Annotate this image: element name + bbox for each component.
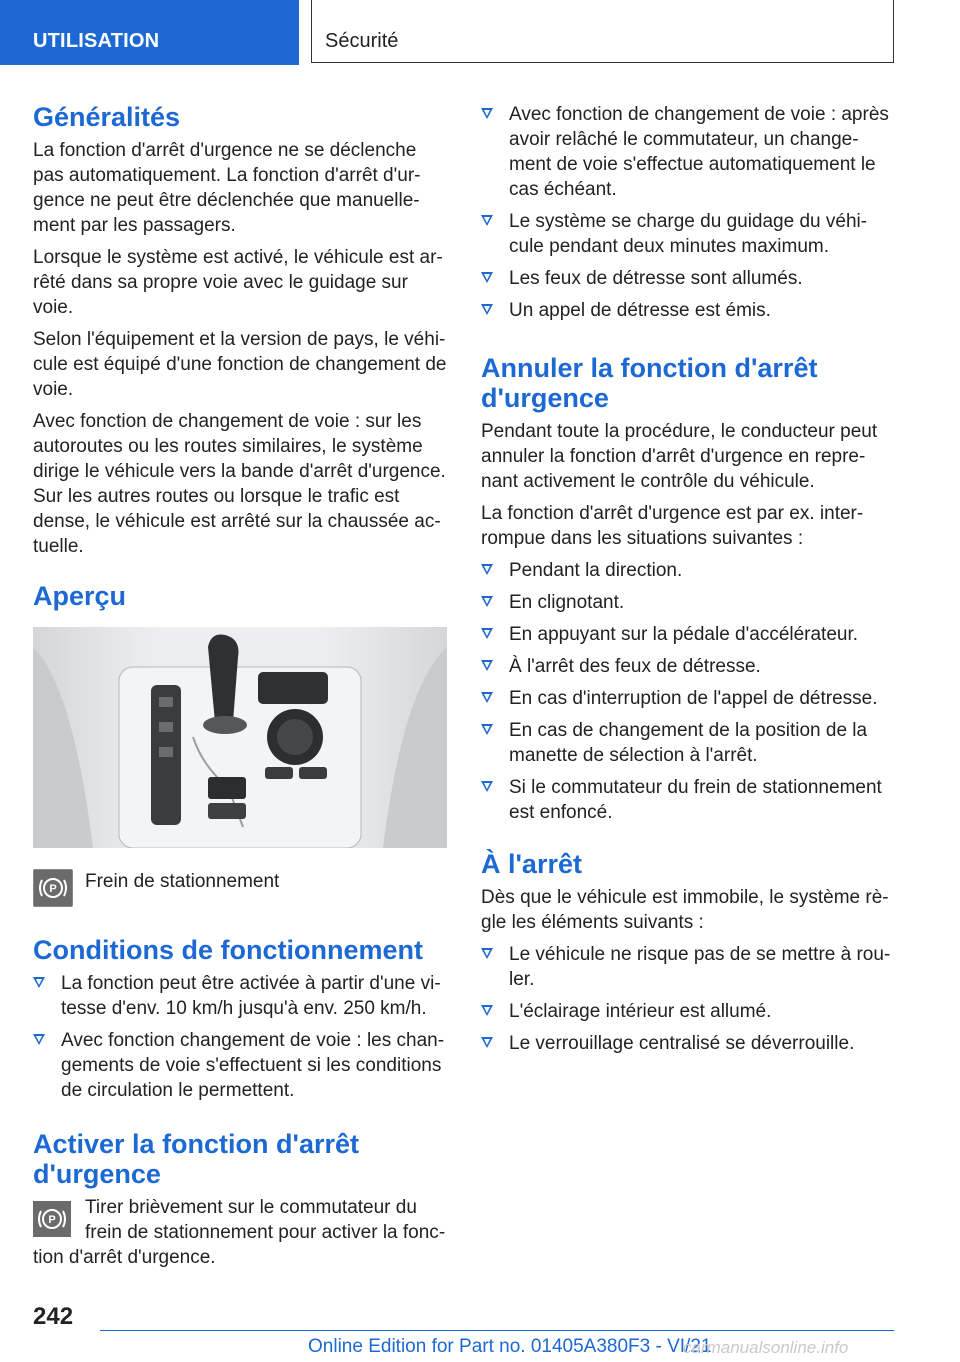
icon-legend <box>33 867 447 907</box>
heading-annuler: Annuler la fonction d'arrêt d'urgence <box>481 353 818 413</box>
bullet-triangle-icon <box>481 692 493 703</box>
edition-label: Online Edition for Part no. 01405A380F3 - VI/21 <box>308 1336 712 1357</box>
bullet-triangle-icon <box>481 781 493 792</box>
section-header <box>311 0 894 63</box>
list-item: En cas d'interruption de l'appel de détresse. <box>481 686 893 711</box>
list-item: Si le commutateur du frein de stationnement est enfoncé. <box>481 775 893 825</box>
list-item: Les feux de détresse sont allumés. <box>481 266 893 291</box>
bullet-triangle-icon <box>481 660 493 671</box>
list-item: En cas de changement de la position de la manette de sélection à l'arrêt. <box>481 718 893 768</box>
svg-text:P: P <box>48 1214 56 1226</box>
activation-effects-list <box>481 102 893 323</box>
paragraph: La fonction d'arrêt d'urgence est par ex. interrompue dans les situations suivantes : <box>481 503 864 549</box>
parking-brake-icon <box>33 869 73 907</box>
list-item: Le verrouillage centralisé se déverrouille. <box>481 1031 893 1056</box>
paragraph: Selon l'équipement et la version de pays, le véhicule est équipé d'une fonction de changement de voie. <box>33 329 447 400</box>
section-title: Sécurité <box>325 30 399 52</box>
heading-arret: À l'arrêt <box>481 849 582 879</box>
bullet-triangle-icon <box>481 724 493 735</box>
bullet-triangle-icon <box>481 948 493 959</box>
list-item: En appuyant sur la pédale d'accélérateur. <box>481 622 893 647</box>
heading-generalites: Généralités <box>33 102 181 132</box>
bullet-triangle-icon <box>481 596 493 607</box>
heading-conditions: Conditions de fonctionnement <box>33 935 423 965</box>
activation-instruction <box>33 1195 447 1270</box>
center-console-photo <box>33 627 447 848</box>
paragraph: Dès que le véhicule est immobile, le système règle les éléments suivants : <box>481 887 889 933</box>
list-item: Le système se charge du guidage du véhicule pendant deux minutes maximum. <box>481 209 893 259</box>
bullet-triangle-icon <box>481 272 493 283</box>
list-item: Avec fonction changement de voie : les changements de voie s'effectuent si les conditions de circulation le permettent. <box>33 1028 447 1103</box>
paragraph: Pendant toute la procédure, le conducteur peut annuler la fonction d'arrêt d'urgence en reprenant activement le contrôle du véhicule. <box>481 421 878 492</box>
svg-text:P: P <box>49 883 57 895</box>
chapter-tab <box>0 0 299 65</box>
bullet-triangle-icon <box>481 564 493 575</box>
footer-divider <box>100 1330 894 1331</box>
list-item: Le véhicule ne risque pas de se mettre à rouler. <box>481 942 893 992</box>
activation-text: Tirer brièvement sur le commutateur du frein de stationnement pour activer la fonction d'arrêt d'urgence. <box>33 1197 446 1268</box>
heading-activer: Activer la fonction d'arrêt d'urgence <box>33 1129 359 1189</box>
list-item: Pendant la direction. <box>481 558 893 583</box>
bullet-triangle-icon <box>481 108 493 119</box>
icon-caption: Frein de stationnement <box>85 871 280 892</box>
bullet-triangle-icon <box>33 977 45 988</box>
parking-brake-icon <box>33 1201 71 1237</box>
right-column <box>481 102 893 1063</box>
interruption-list <box>481 558 893 825</box>
bullet-triangle-icon <box>33 1034 45 1045</box>
standstill-list <box>481 942 893 1056</box>
list-item: À l'arrêt des feux de détresse. <box>481 654 893 679</box>
paragraph: Lorsque le système est activé, le véhicule est arrêté dans sa propre voie avec le guidage sur voie. <box>33 247 443 318</box>
list-item: En clignotant. <box>481 590 893 615</box>
chapter-title: UTILISATION <box>33 30 160 52</box>
list-item: Un appel de détresse est émis. <box>481 298 893 323</box>
bullet-triangle-icon <box>481 1005 493 1016</box>
list-item: Avec fonction de changement de voie : après avoir relâché le commutateur, un changement de voie s'effectue automatiquement le cas échéant. <box>481 102 893 202</box>
conditions-list <box>33 971 447 1103</box>
paragraph: Avec fonction de changement de voie : sur les autoroutes ou les routes similaires, le système dirige le véhicule vers la bande d'arrêt d'urgence. Sur les autres routes ou lorsque le trafic est dense, le véhicule est arrêté sur la chaussée actuelle. <box>33 411 446 557</box>
bullet-triangle-icon <box>481 628 493 639</box>
bullet-triangle-icon <box>481 1037 493 1048</box>
left-column <box>33 102 447 1278</box>
page-number: 242 <box>33 1303 74 1330</box>
bullet-triangle-icon <box>481 215 493 226</box>
heading-apercu: Aperçu <box>33 581 127 611</box>
bullet-triangle-icon <box>481 304 493 315</box>
list-item: La fonction peut être activée à partir d'une vitesse d'env. 10 km/h jusqu'à env. 250 km/h. <box>33 971 447 1021</box>
watermark: carmanualsonline.info <box>683 1338 849 1357</box>
list-item: L'éclairage intérieur est allumé. <box>481 999 893 1024</box>
paragraph: La fonction d'arrêt d'urgence ne se déclenche pas automatiquement. La fonction d'arrêt d'urgence ne peut être déclenchée que manuellement par les passagers. <box>33 140 421 236</box>
